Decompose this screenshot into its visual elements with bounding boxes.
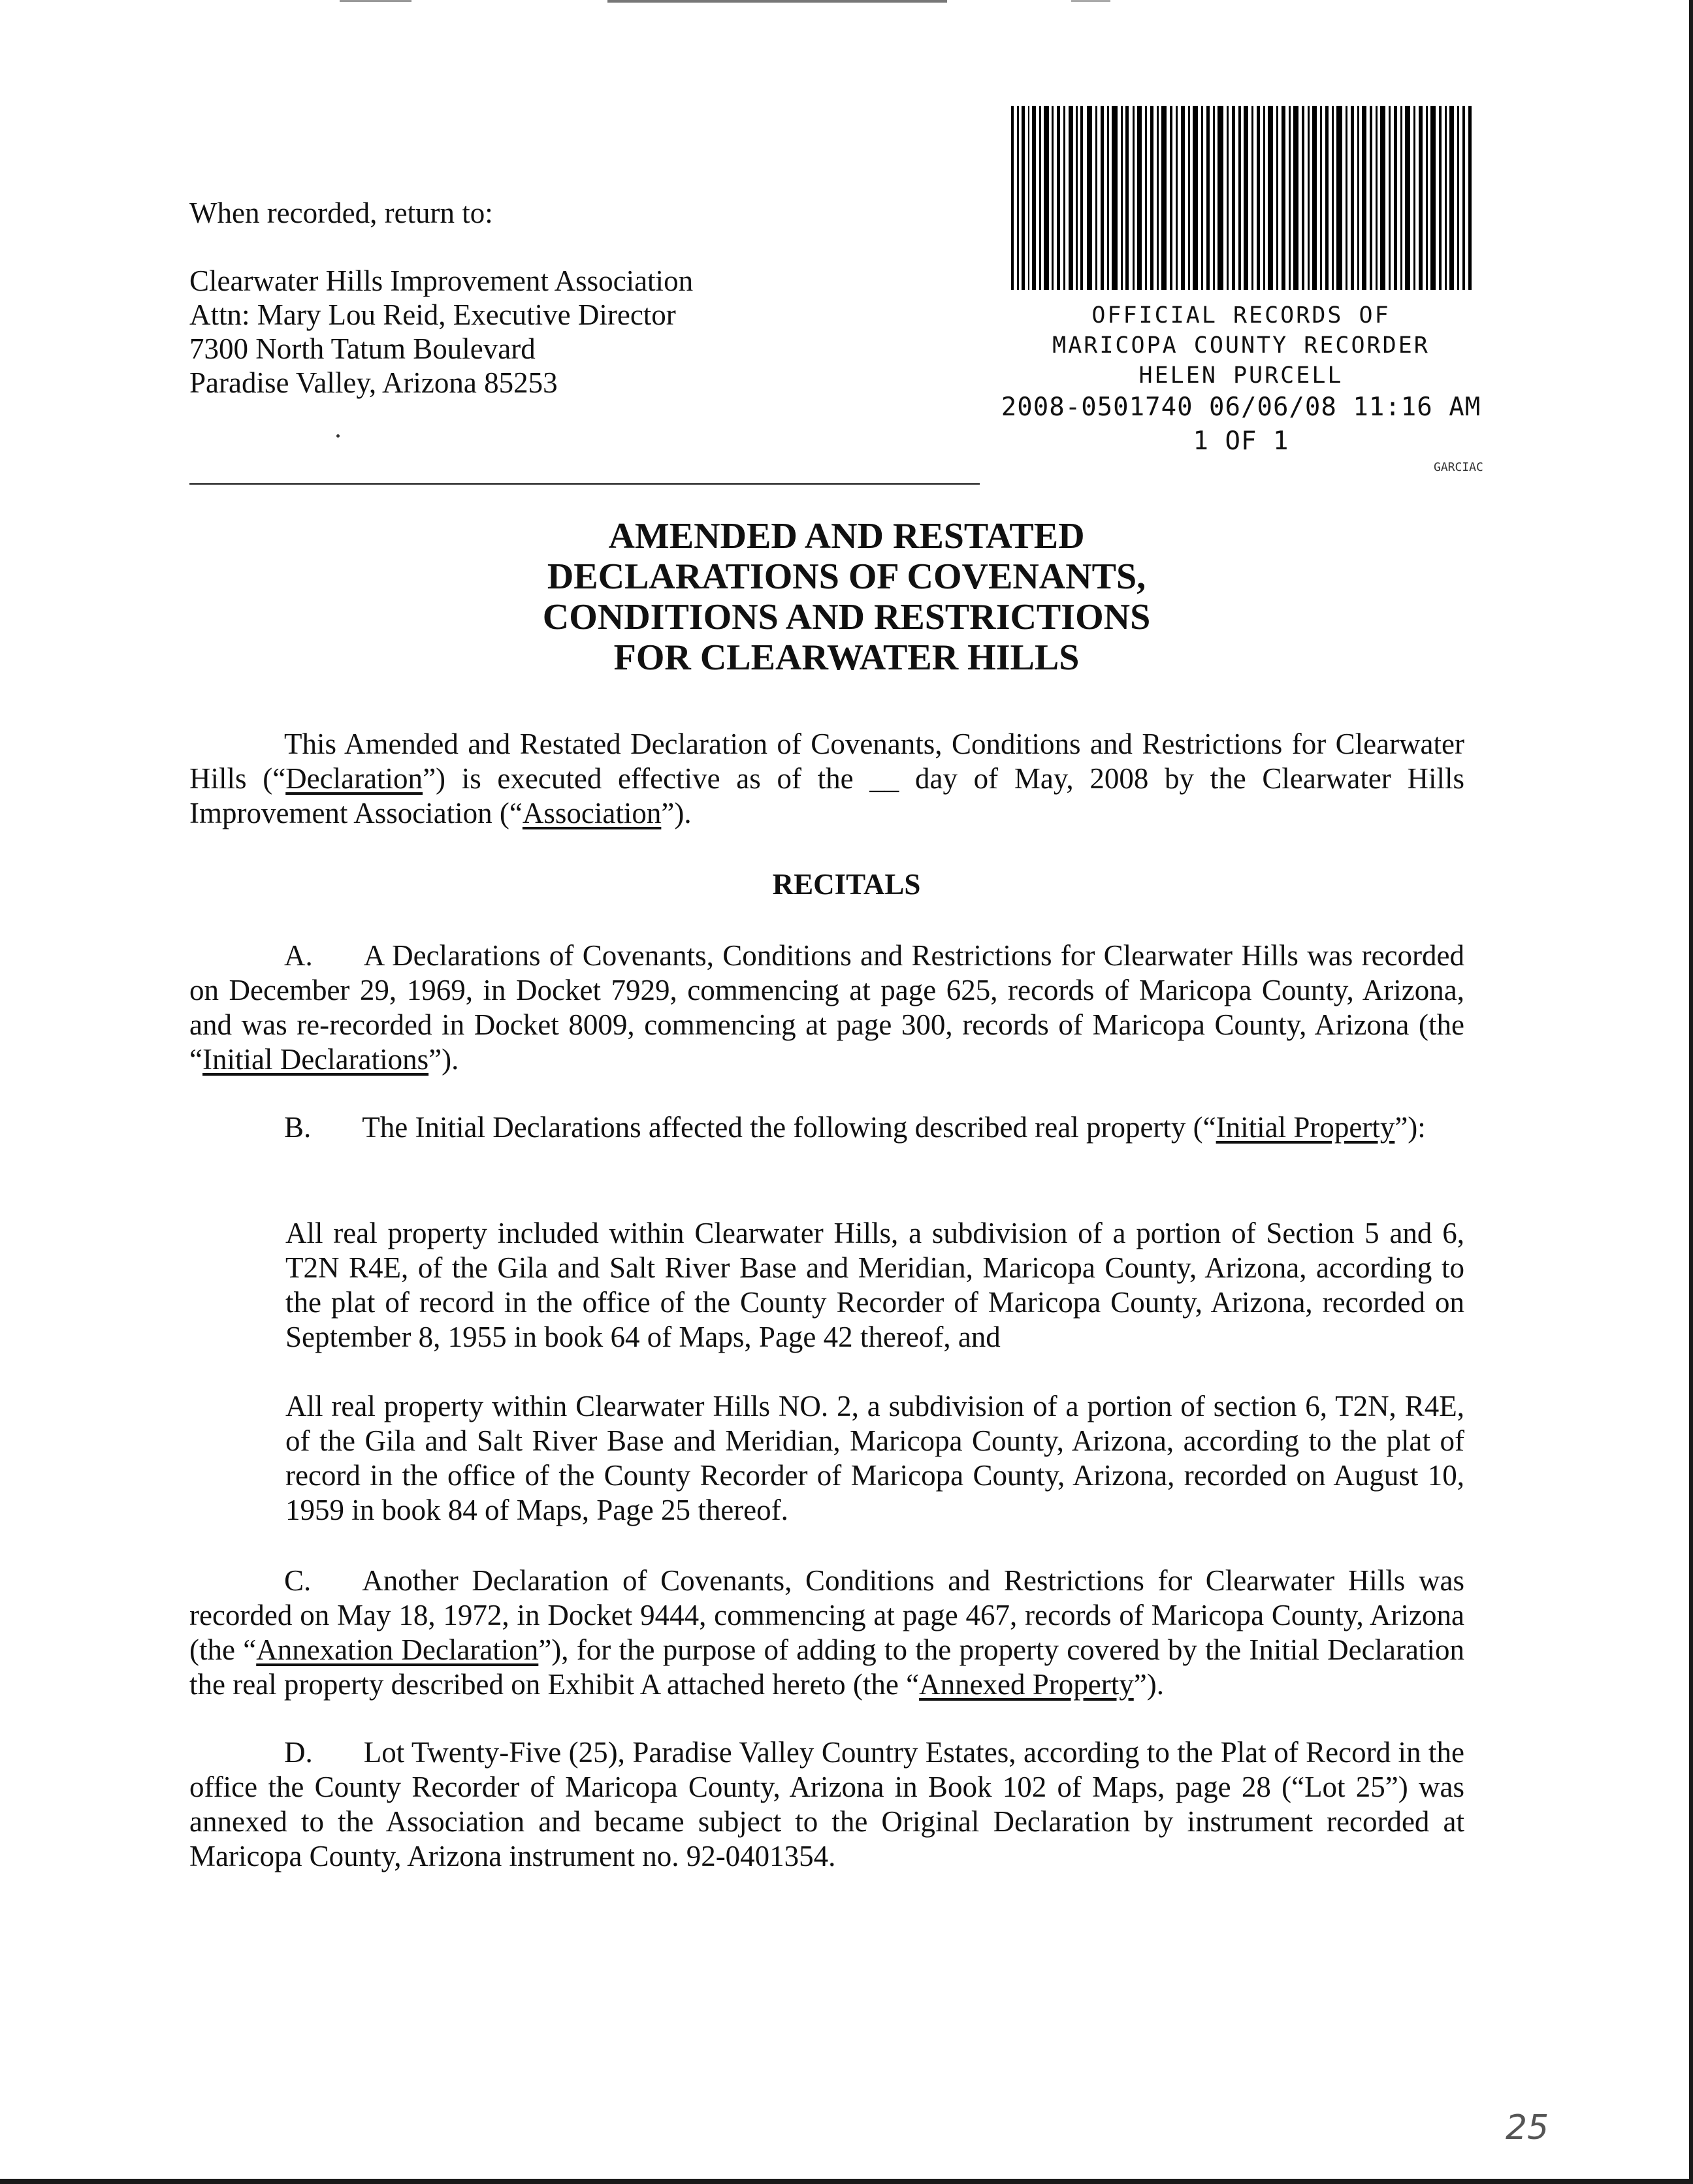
title-line: DECLARATIONS OF COVENANTS,	[547, 556, 1146, 597]
handwritten-page-number: 25	[1506, 2108, 1549, 2147]
defined-term: Annexation Declaration	[256, 1633, 539, 1666]
defined-term: Initial Property	[1216, 1111, 1395, 1144]
title-line: FOR CLEARWATER HILLS	[613, 637, 1080, 678]
recital-letter: D.	[284, 1736, 313, 1769]
scan-edge-right	[1689, 0, 1693, 2184]
defined-term: Annexed Property	[919, 1668, 1134, 1701]
recital-text: Lot Twenty-Five (25), Paradise Valley Country Estates, according to the Plat of Record in the office the County Recorder of Maricopa County, Arizona in Book 102 of Maps, page 28 (“Lot 25”) was annexed to the Association and became subject to the Original Declaration by instrument recorded at Maricopa County, Arizona instrument no. 92-0401354.	[189, 1736, 1464, 1872]
recital-text: ”).	[428, 1043, 459, 1076]
stamp-line: HELEN PURCELL	[1138, 362, 1344, 389]
stamp-line: OFFICIAL RECORDS OF	[1091, 302, 1391, 329]
stamp-clerk: GARCIAC	[1434, 460, 1483, 474]
recital-letter: A.	[284, 939, 313, 972]
recital-letter: B.	[284, 1111, 312, 1144]
recital-text: Another Declaration of Covenants, Conditions and Restrictions for Clearwater Hills was recorded on May 18, 1972, in Docket 9444, commencing at page 467, records of Maricopa County, Arizona (the “	[189, 1564, 1464, 1666]
divider-rule	[189, 483, 980, 485]
recital-text: ”).	[1133, 1668, 1164, 1701]
title-line: AMENDED AND RESTATED	[608, 516, 1085, 556]
recitals-heading: RECITALS	[772, 868, 921, 901]
recital-text: ”), for the purpose of adding to the property covered by the Initial Declaration the real property described on Exhibit A attached hereto (the “	[189, 1633, 1464, 1701]
scan-artifact-top-left	[340, 0, 411, 2]
recital-letter: C.	[284, 1564, 312, 1597]
intro-text: ”).	[661, 797, 692, 829]
return-label: When recorded, return to:	[189, 197, 493, 229]
intro-text: This Amended and Restated Declaration of Covenants, Conditions and Restrictions for Clearwater Hills (“	[189, 728, 1464, 795]
stamp-line: MARICOPA COUNTY RECORDER	[1052, 332, 1430, 359]
legal-description-2: All real property within Clearwater Hills NO. 2, a subdivision of a portion of section 6, T2N, R4E, of the Gila and Salt River Base and Meridian, Maricopa County, Arizona, according to the plat of record in the office of the County Recorder of Maricopa County, Arizona, recorded on August 10, 1959 in book 84 of Maps, Page 25 thereof.	[285, 1390, 1464, 1526]
barcode-icon	[1011, 106, 1472, 290]
recital-b	[189, 1110, 1464, 1145]
title-line: CONDITIONS AND RESTRICTIONS	[542, 597, 1151, 637]
stray-mark	[336, 434, 340, 438]
recital-text: The Initial Declarations affected the following described real property (“	[362, 1111, 1216, 1144]
intro-text: ”) is executed effective as of the __ day of May, 2008 by the Clearwater Hills Improvement Association (“	[189, 762, 1464, 829]
return-line: Paradise Valley, Arizona 85253	[189, 366, 558, 399]
defined-term: Declaration	[285, 762, 423, 795]
stamp-record-number: 2008-0501740 06/06/08 11:16 AM	[1001, 393, 1481, 422]
intro-paragraph	[189, 727, 1464, 831]
defined-term: Association	[522, 797, 662, 829]
document-title	[0, 516, 1693, 678]
recorder-stamp	[980, 300, 1502, 458]
recital-c	[189, 1564, 1464, 1702]
return-line: Attn: Mary Lou Reid, Executive Director	[189, 298, 676, 331]
scan-artifact-top-right	[1071, 0, 1110, 2]
defined-term: Initial Declarations	[202, 1043, 429, 1076]
scan-artifact-top	[607, 0, 947, 3]
recital-text: ”):	[1395, 1111, 1426, 1144]
return-address-block	[189, 196, 693, 400]
stamp-page-count: 1 OF 1	[1193, 426, 1289, 456]
scan-edge-bottom	[0, 2179, 1693, 2184]
recital-a	[189, 939, 1464, 1077]
legal-description-1: All real property included within Clearwater Hills, a subdivision of a portion of Section 5 and 6, T2N R4E, of the Gila and Salt River Base and Meridian, Maricopa County, Arizona, according to the plat of record in the office of the County Recorder of Maricopa County, Arizona, recorded on September 8, 1955 in book 64 of Maps, Page 42 thereof, and	[285, 1217, 1464, 1353]
return-line: 7300 North Tatum Boulevard	[189, 332, 536, 365]
return-line: Clearwater Hills Improvement Association	[189, 265, 694, 297]
recital-text: A Declarations of Covenants, Conditions and Restrictions for Clearwater Hills was recorded on December 29, 1969, in Docket 7929, commencing at page 625, records of Maricopa County, Arizona, and was re-recorded in Docket 8009, commencing at page 300, records of Maricopa County, Arizona (the “	[189, 939, 1464, 1076]
recital-d	[189, 1735, 1464, 1874]
